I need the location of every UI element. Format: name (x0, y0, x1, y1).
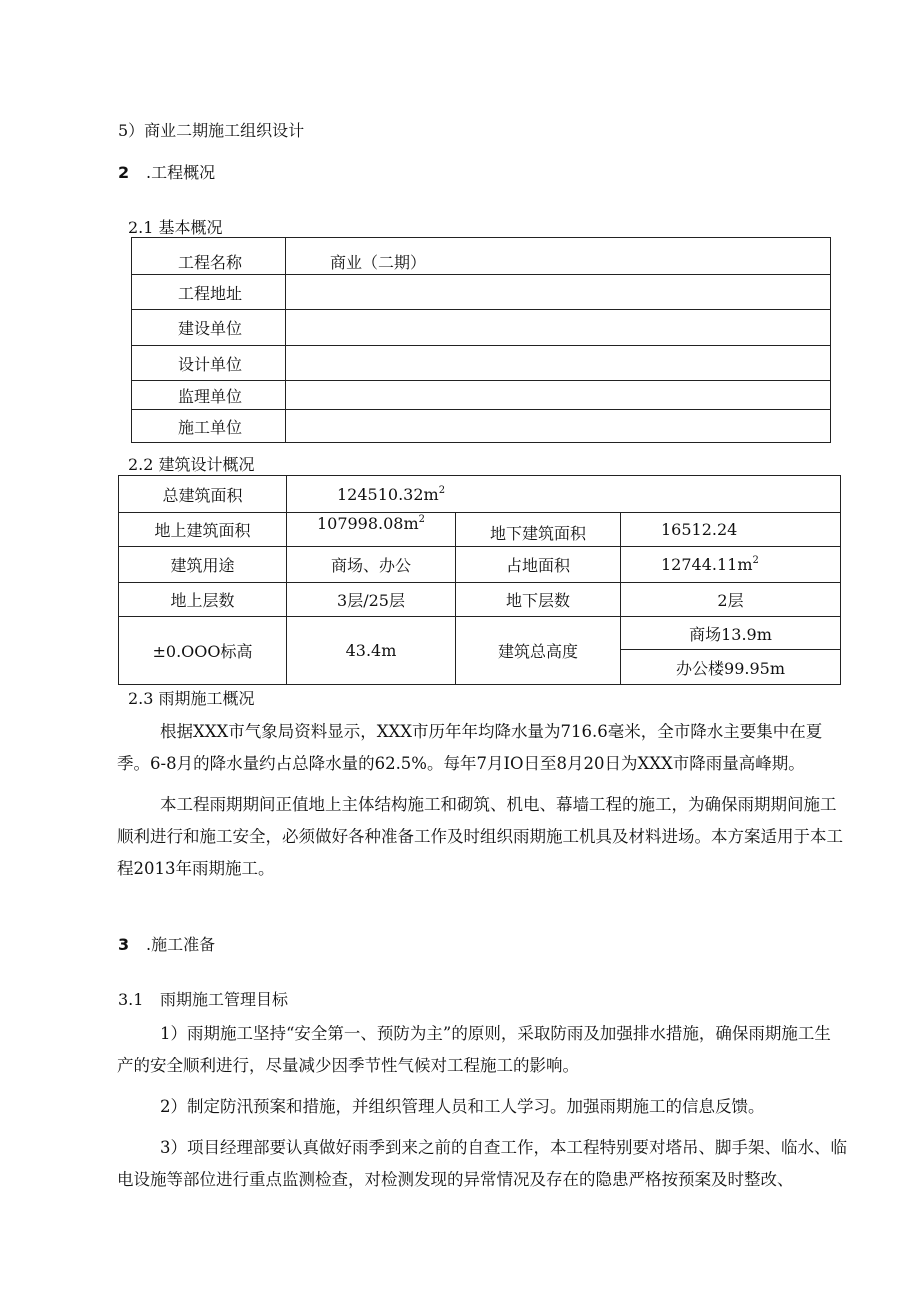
above-area-cell (287, 513, 456, 547)
total-area-label: 总建筑面积 (119, 476, 287, 513)
rain-overview (117, 716, 847, 885)
table-row (132, 275, 831, 310)
superscript: 2 (752, 555, 759, 566)
section-2-number: 2 (118, 163, 130, 182)
list-item: 1）雨期施工坚持“安全第一、预防为主”的原则，采取防雨及加强排水措施，确保雨期施工生产的安全顺利进行，尽量减少因季节性气候对工程施工的影响。 (117, 1024, 831, 1075)
basic-info-table (131, 237, 831, 443)
section-2-title: .工程概况 (146, 163, 216, 182)
row-value (286, 346, 831, 381)
row-value (286, 381, 831, 410)
superscript: 2 (438, 484, 446, 496)
section-3-1-title: 雨期施工管理目标 (160, 990, 289, 1009)
elevation-value: 43.4m (287, 617, 456, 685)
table-row (119, 547, 841, 583)
section-2-2-title: 2.2 建筑设计概况 (128, 455, 255, 474)
section-2-3-title: 2.3 雨期施工概况 (128, 689, 255, 708)
above-area-value: 107998.08m (316, 514, 419, 533)
total-area-value: 124510.32m (337, 484, 439, 504)
row-value (286, 275, 831, 310)
row-value (286, 410, 831, 443)
above-area-label: 地上建筑面积 (119, 513, 287, 547)
office-height: 办公楼99.95m (621, 650, 841, 685)
management-goals (117, 1018, 847, 1196)
table-row (119, 513, 841, 547)
row-label: 监理单位 (132, 381, 286, 410)
use-label: 建筑用途 (119, 547, 287, 583)
below-floors-value: 2层 (621, 583, 841, 617)
land-area-cell (621, 547, 841, 583)
row-label: 施工单位 (132, 410, 286, 443)
total-area-cell (287, 476, 841, 513)
use-value: 商场、办公 (287, 547, 456, 583)
row-label: 工程名称 (132, 238, 286, 275)
table-row (119, 583, 841, 617)
list-item: 3）项目经理部要认真做好雨季到来之前的自查工作，本工程特别要对塔吊、脚手架、临水、临电设施等部位进行重点监测检查，对检测发现的异常情况及存在的隐患严格按预案及时整改、 (117, 1138, 847, 1189)
table-row (132, 310, 831, 346)
row-label: 设计单位 (132, 346, 286, 381)
section-3-number: 3 (118, 935, 130, 954)
table-row (119, 476, 841, 513)
design-info-table (118, 475, 841, 685)
below-area-value: 16512.24 (621, 513, 841, 547)
paragraph: 根据XXX市气象局资料显示，XXX市历年年均降水量为716.6毫米，全市降水主要集中在夏季。6-8月的降水量约占总降水量的62.5%。每年7月IO日至8月20日为XXX市降雨量高峰期。 (117, 722, 823, 773)
table-row (132, 410, 831, 443)
document-title: 5）商业二期施工组织设计 (118, 121, 305, 140)
mall-height: 商场13.9m (621, 617, 841, 650)
total-height-label: 建筑总高度 (456, 617, 621, 685)
land-area-label: 占地面积 (456, 547, 621, 583)
table-row (132, 346, 831, 381)
above-floors-label: 地上层数 (119, 583, 287, 617)
above-floors-value: 3层/25层 (287, 583, 456, 617)
row-label: 建设单位 (132, 310, 286, 346)
section-2-1-title: 2.1 基本概况 (128, 218, 223, 237)
table-row (132, 381, 831, 410)
section-3-title: .施工准备 (146, 935, 216, 954)
below-floors-label: 地下层数 (456, 583, 621, 617)
project-name-value: 商业（二期） (286, 238, 831, 275)
superscript: 2 (418, 514, 426, 525)
land-area-value: 12744.11m (661, 555, 753, 574)
elevation-label: ±0.OOO标高 (119, 617, 287, 685)
table-row (119, 617, 841, 650)
below-area-label: 地下建筑面积 (456, 513, 621, 547)
table-row (132, 238, 831, 275)
row-label: 工程地址 (132, 275, 286, 310)
list-item: 2）制定防汛预案和措施，并组织管理人员和工人学习。加强雨期施工的信息反馈。 (160, 1097, 765, 1116)
section-3-1-number: 3.1 (118, 990, 144, 1009)
paragraph: 本工程雨期期间正值地上主体结构施工和砌筑、机电、幕墙工程的施工，为确保雨期期间施工顺利进行和施工安全，必须做好各种准备工作及时组织雨期施工机具及材料进场。本方案适用于本工程2013年雨期施工。 (117, 795, 843, 878)
row-value (286, 310, 831, 346)
